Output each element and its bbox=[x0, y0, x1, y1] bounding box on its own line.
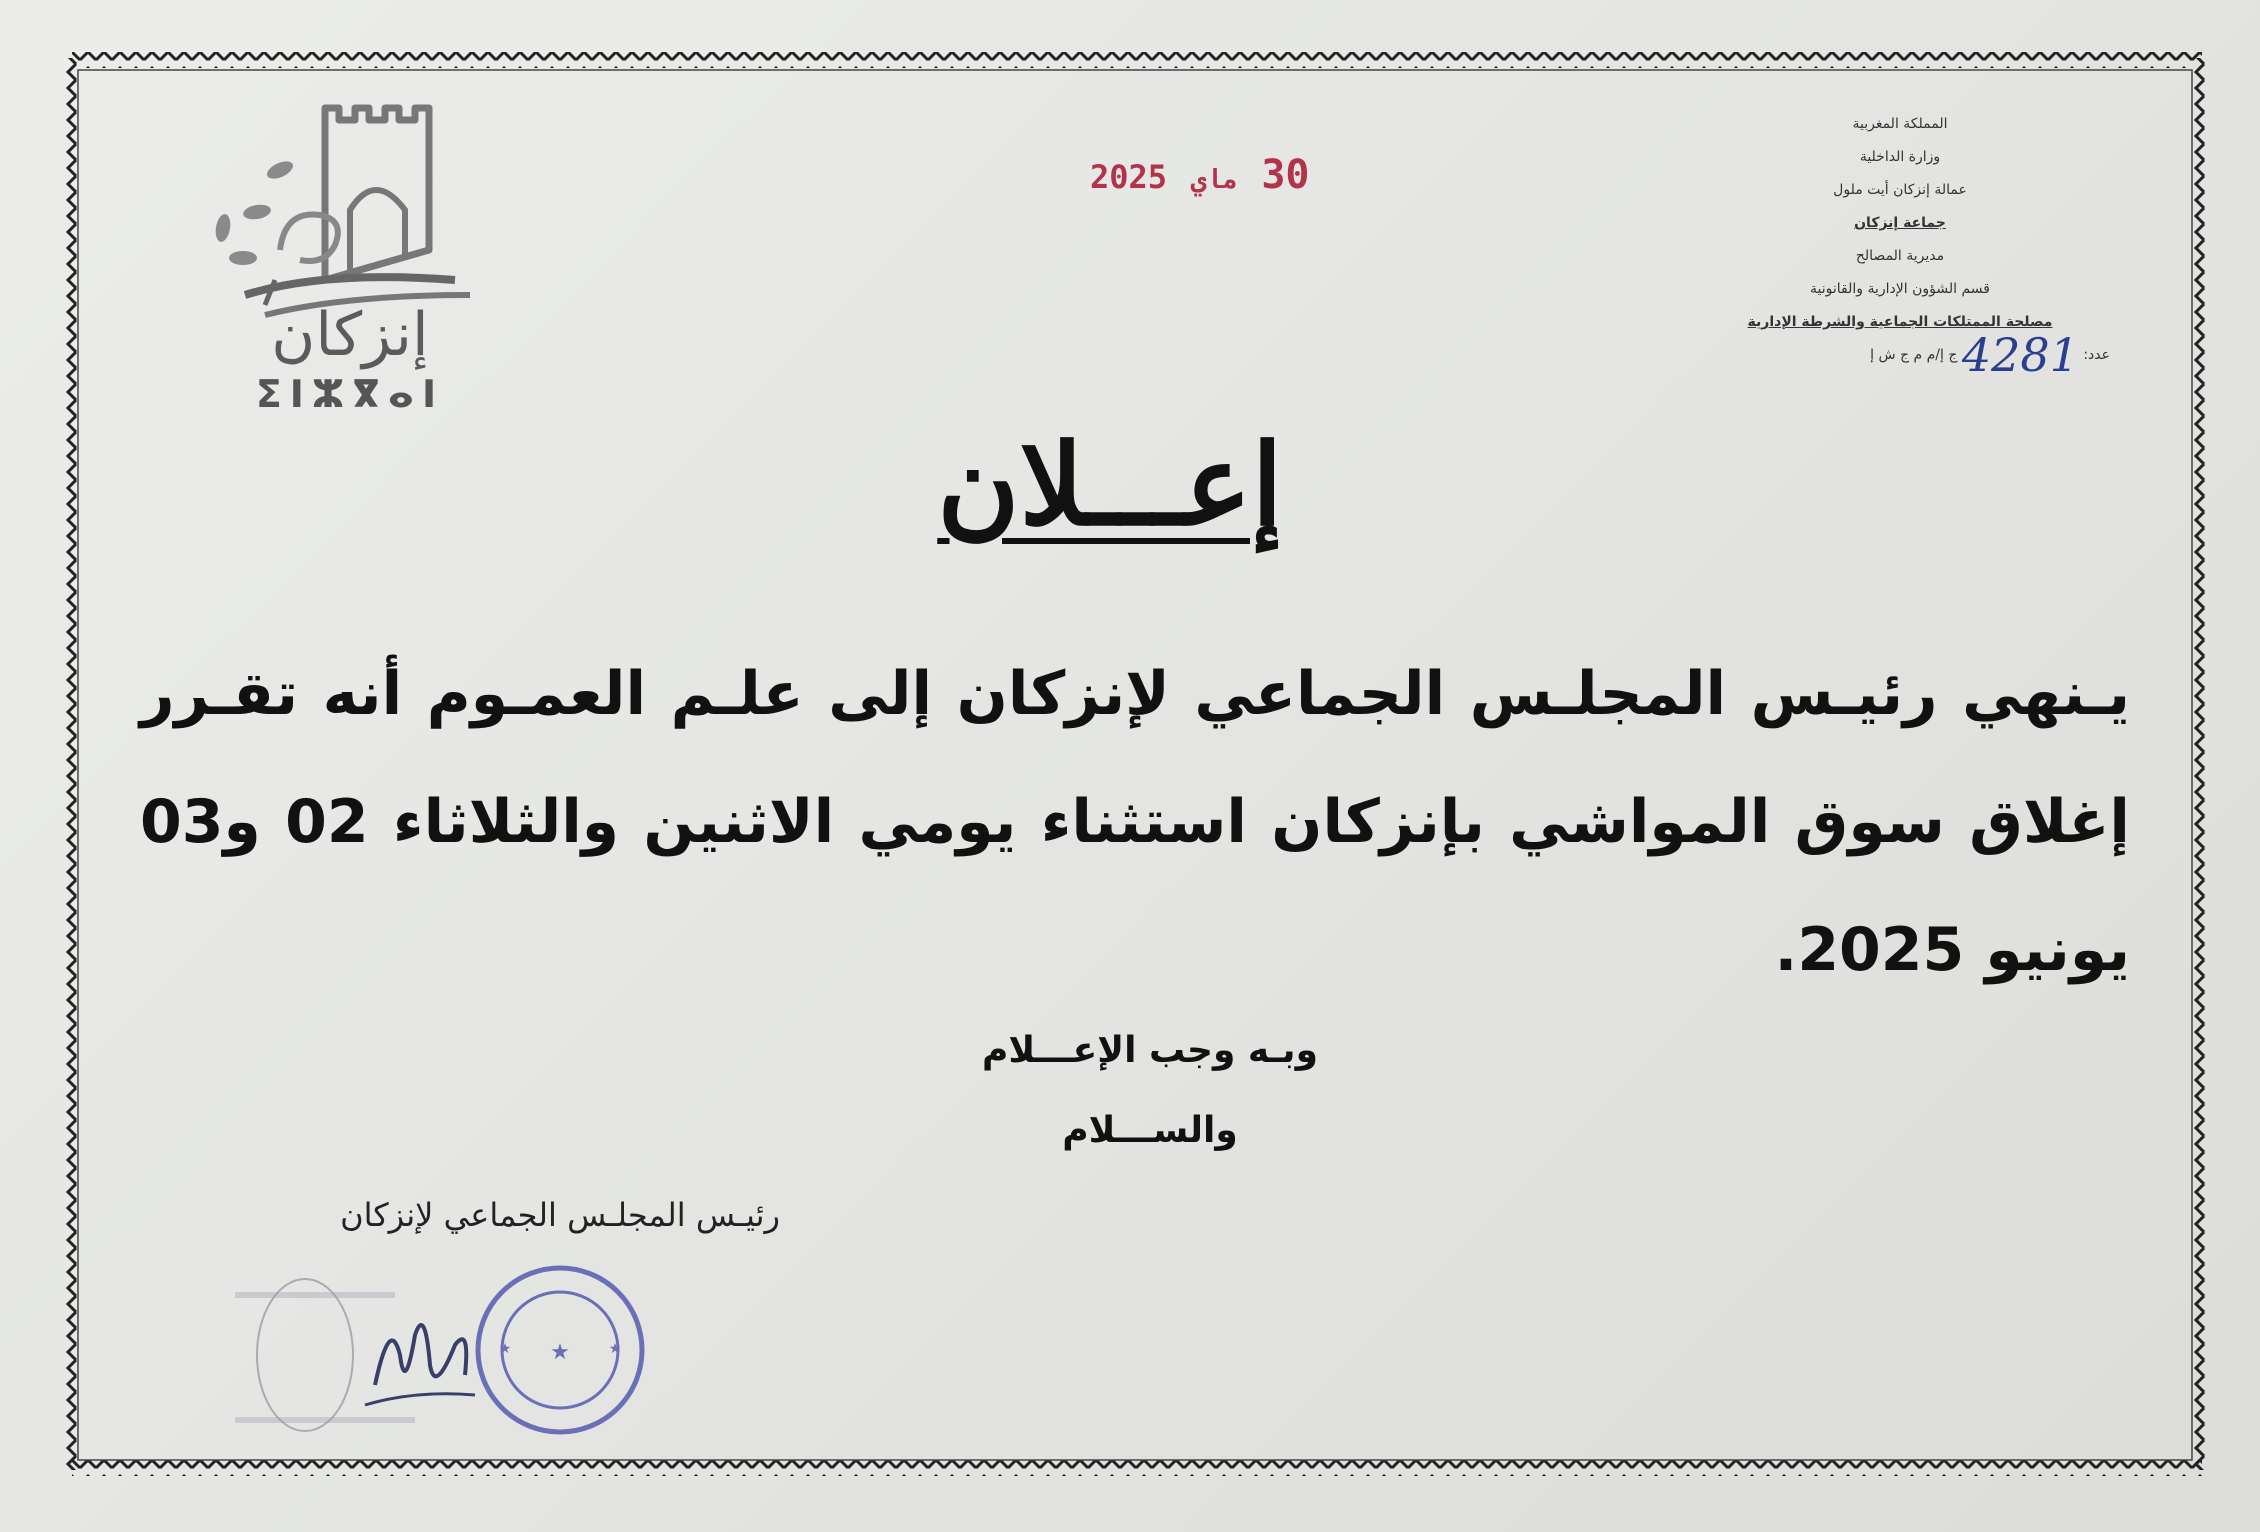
reference-number: 4281 bbox=[1961, 328, 2079, 382]
svg-text:★: ★ bbox=[498, 1341, 512, 1357]
svg-text:★: ★ bbox=[550, 1340, 570, 1365]
announcement-title: إعـــلان bbox=[937, 420, 1283, 551]
signature-and-seal-icon bbox=[215, 1255, 665, 1445]
reference-code: ج إ/م م ج ش إ bbox=[1870, 347, 1958, 363]
header-ministry: وزارة الداخلية bbox=[1859, 149, 1941, 165]
header-prefecture: عمالة إنزكان أيت ملول bbox=[1833, 182, 1967, 198]
header-division: قسم الشؤون الإدارية والقانونية bbox=[1810, 281, 1990, 297]
header-kingdom: المملكة المغربية bbox=[1852, 116, 1948, 132]
logo-tifinagh-text: ⵉⵏⵣⴳⴰⵏ bbox=[255, 372, 445, 416]
date-day: 30 bbox=[1261, 152, 1310, 198]
announcement-body: يـنهي رئيـس المجلـس الجماعي لإنزكان إلى علـم العمـوم أنه تقـرر إغلاق سوق المواشي بإنزكان استثناء يومي الاثنين والثلاثاء 02 و03 يونيو 2025. bbox=[140, 659, 2130, 985]
date-year: 2025 bbox=[1090, 158, 1168, 196]
header-service: مصلحة الممتلكات الجماعية والشرطة الإدارية bbox=[1747, 314, 2053, 330]
date-stamp bbox=[1090, 152, 1309, 198]
date-month: ماي bbox=[1190, 165, 1238, 195]
logo-arabic-text: إنزكان bbox=[271, 300, 429, 370]
header-directorate: مديرية المصالح bbox=[1855, 248, 1945, 264]
signer-title: رئيـس المجلـس الجماعي لإنزكان bbox=[340, 1196, 780, 1234]
administrative-header bbox=[1690, 108, 2110, 339]
closing-line-1: وبـه وجب الإعـــلام bbox=[982, 1030, 1318, 1071]
header-commune: جماعة إنزكان bbox=[1854, 215, 1946, 231]
reference-number-row bbox=[1690, 328, 2110, 382]
reference-label: عدد: bbox=[2083, 347, 2110, 363]
closing-line-2: والســـلام bbox=[1062, 1110, 1238, 1151]
svg-text:★: ★ bbox=[608, 1341, 622, 1357]
